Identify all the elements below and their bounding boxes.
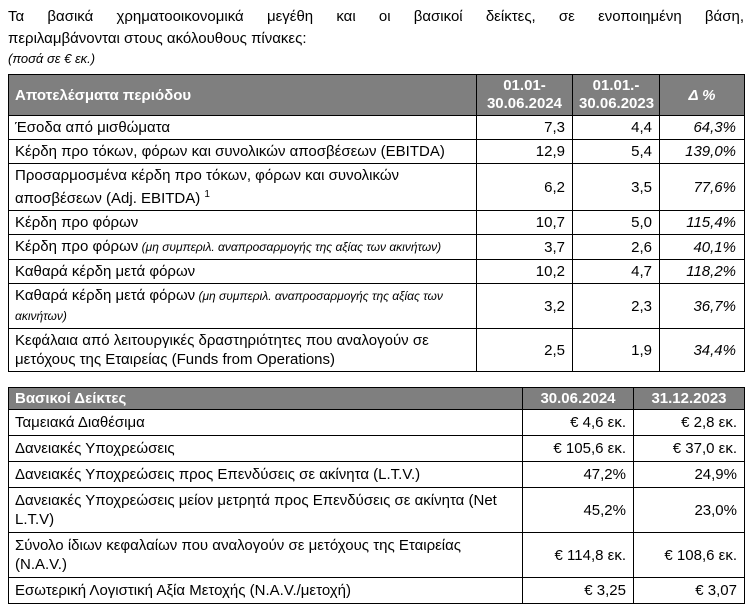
- ratios-header-row: [9, 388, 745, 410]
- results-col-2023-line2: 30.06.2023: [579, 95, 655, 112]
- row-label: Προσαρμοσμένα κέρδη προ τόκων, φόρων και συνολικών αποσβέσεων (Adj. EBITDA) $^1$: [9, 164, 477, 211]
- table-row: [9, 164, 745, 211]
- value-31-12-2023: € 3,07: [634, 578, 745, 604]
- results-table-header: [9, 75, 745, 116]
- row-label: Ταμειακά Διαθέσιμα: [9, 410, 523, 436]
- ratios-col-31-12-2023: 31.12.2023: [634, 388, 745, 410]
- row-label-note: (μη συμπεριλ. αναπροσαρμογής της αξίας των ακινήτων): [138, 240, 442, 254]
- value-delta-pct: 118,2%: [660, 260, 745, 284]
- results-table: [8, 74, 745, 372]
- row-label: Καθαρά κέρδη μετά φόρων: [9, 260, 477, 284]
- value-2024: 3,2: [477, 284, 573, 329]
- results-header-row: [9, 75, 745, 116]
- value-31-12-2023: 23,0%: [634, 488, 745, 533]
- row-label: Εσωτερική Λογιστική Αξία Μετοχής (N.A.V./μετοχή): [9, 578, 523, 604]
- value-delta-pct: 64,3%: [660, 116, 745, 140]
- ratios-table-header: [9, 388, 745, 410]
- value-delta-pct: 77,6%: [660, 164, 745, 211]
- row-label: Κέρδη προ τόκων, φόρων και συνολικών αποσβέσεων (EBITDA): [9, 140, 477, 164]
- table-row: [9, 211, 745, 235]
- results-col-delta: Δ %: [660, 75, 745, 116]
- ratios-col-30-06-2024: 30.06.2024: [523, 388, 634, 410]
- row-label: Σύνολο ίδιων κεφαλαίων που αναλογούν σε μετόχους της Εταιρείας (N.A.V.): [9, 533, 523, 578]
- table-row: [9, 533, 745, 578]
- value-2023: 2,3: [573, 284, 660, 329]
- value-delta-pct: 139,0%: [660, 140, 745, 164]
- value-2024: 7,3: [477, 116, 573, 140]
- value-31-12-2023: 24,9%: [634, 462, 745, 488]
- table-row: [9, 235, 745, 260]
- row-label: Κέρδη προ φόρων (μη συμπεριλ. αναπροσαρμογής της αξίας των ακινήτων): [9, 235, 477, 260]
- value-2023: 5,0: [573, 211, 660, 235]
- value-30-06-2024: € 4,6 εκ.: [523, 410, 634, 436]
- ratios-table-title: Βασικοί Δείκτες: [9, 388, 523, 410]
- table-row: [9, 578, 745, 604]
- table-row: [9, 462, 745, 488]
- value-2024: 10,7: [477, 211, 573, 235]
- value-2023: 1,9: [573, 329, 660, 372]
- ratios-table: [8, 387, 745, 604]
- row-label: Δανειακές Υποχρεώσεις μείον μετρητά προς Επενδύσεις σε ακίνητα (Net L.T.V): [9, 488, 523, 533]
- value-2024: 3,7: [477, 235, 573, 260]
- value-30-06-2024: € 105,6 εκ.: [523, 436, 634, 462]
- value-2023: 4,4: [573, 116, 660, 140]
- row-label: Κέρδη προ φόρων: [9, 211, 477, 235]
- value-30-06-2024: € 114,8 εκ.: [523, 533, 634, 578]
- value-delta-pct: 34,4%: [660, 329, 745, 372]
- value-delta-pct: 115,4%: [660, 211, 745, 235]
- row-label: Έσοδα από μισθώματα: [9, 116, 477, 140]
- intro-line-1: Τα βασικά χρηματοοικονομικά μεγέθη και οι βασικοί δείκτες, σε ενοποιημένη βάση,: [8, 8, 744, 25]
- value-2024: 6,2: [477, 164, 573, 211]
- row-label-note: (μη συμπεριλ. αναπροσαρμογής της αξίας των ακινήτων): [15, 289, 443, 323]
- value-31-12-2023: € 2,8 εκ.: [634, 410, 745, 436]
- results-col-2024-line2: 30.06.2024: [486, 95, 563, 112]
- intro-line-2: περιλαμβάνονται στους ακόλουθους πίνακες:: [8, 30, 307, 47]
- value-2023: 3,5: [573, 164, 660, 211]
- table-row: [9, 116, 745, 140]
- row-label: Κεφάλαια από λειτουργικές δραστηριότητες που αναλογούν σε μετόχους της Εταιρείας (Funds from Operations): [9, 329, 477, 372]
- value-30-06-2024: 45,2%: [523, 488, 634, 533]
- results-table-title: Αποτελέσματα περιόδου: [9, 75, 477, 116]
- results-col-2023-line1: 01.01.-: [592, 77, 640, 94]
- value-30-06-2024: € 3,25: [523, 578, 634, 604]
- amounts-unit-note: (ποσά σε € εκ.): [8, 51, 96, 66]
- row-label: Δανειακές Υποχρεώσεις: [9, 436, 523, 462]
- value-2024: 12,9: [477, 140, 573, 164]
- value-2023: 5,4: [573, 140, 660, 164]
- results-table-body: [9, 116, 745, 372]
- row-label: Καθαρά κέρδη μετά φόρων (μη συμπεριλ. αναπροσαρμογής της αξίας των ακινήτων): [9, 284, 477, 329]
- table-row: [9, 284, 745, 329]
- value-31-12-2023: € 108,6 εκ.: [634, 533, 745, 578]
- value-31-12-2023: € 37,0 εκ.: [634, 436, 745, 462]
- ratios-table-body: [9, 410, 745, 604]
- value-2023: 4,7: [573, 260, 660, 284]
- table-row: [9, 410, 745, 436]
- results-col-period-2023: [573, 75, 660, 116]
- table-row: [9, 488, 745, 533]
- table-row: [9, 436, 745, 462]
- table-row: [9, 329, 745, 372]
- value-2023: 2,6: [573, 235, 660, 260]
- value-delta-pct: 36,7%: [660, 284, 745, 329]
- table-row: [9, 260, 745, 284]
- value-30-06-2024: 47,2%: [523, 462, 634, 488]
- table-row: [9, 140, 745, 164]
- intro-paragraph: [8, 6, 744, 50]
- results-col-period-2024: [477, 75, 573, 116]
- value-2024: 10,2: [477, 260, 573, 284]
- footnote-ref: 1: [204, 189, 210, 200]
- value-2024: 2,5: [477, 329, 573, 372]
- row-label: Δανειακές Υποχρεώσεις προς Επενδύσεις σε ακίνητα (L.T.V.): [9, 462, 523, 488]
- value-delta-pct: 40,1%: [660, 235, 745, 260]
- results-col-2024-line1: 01.01-: [503, 77, 546, 94]
